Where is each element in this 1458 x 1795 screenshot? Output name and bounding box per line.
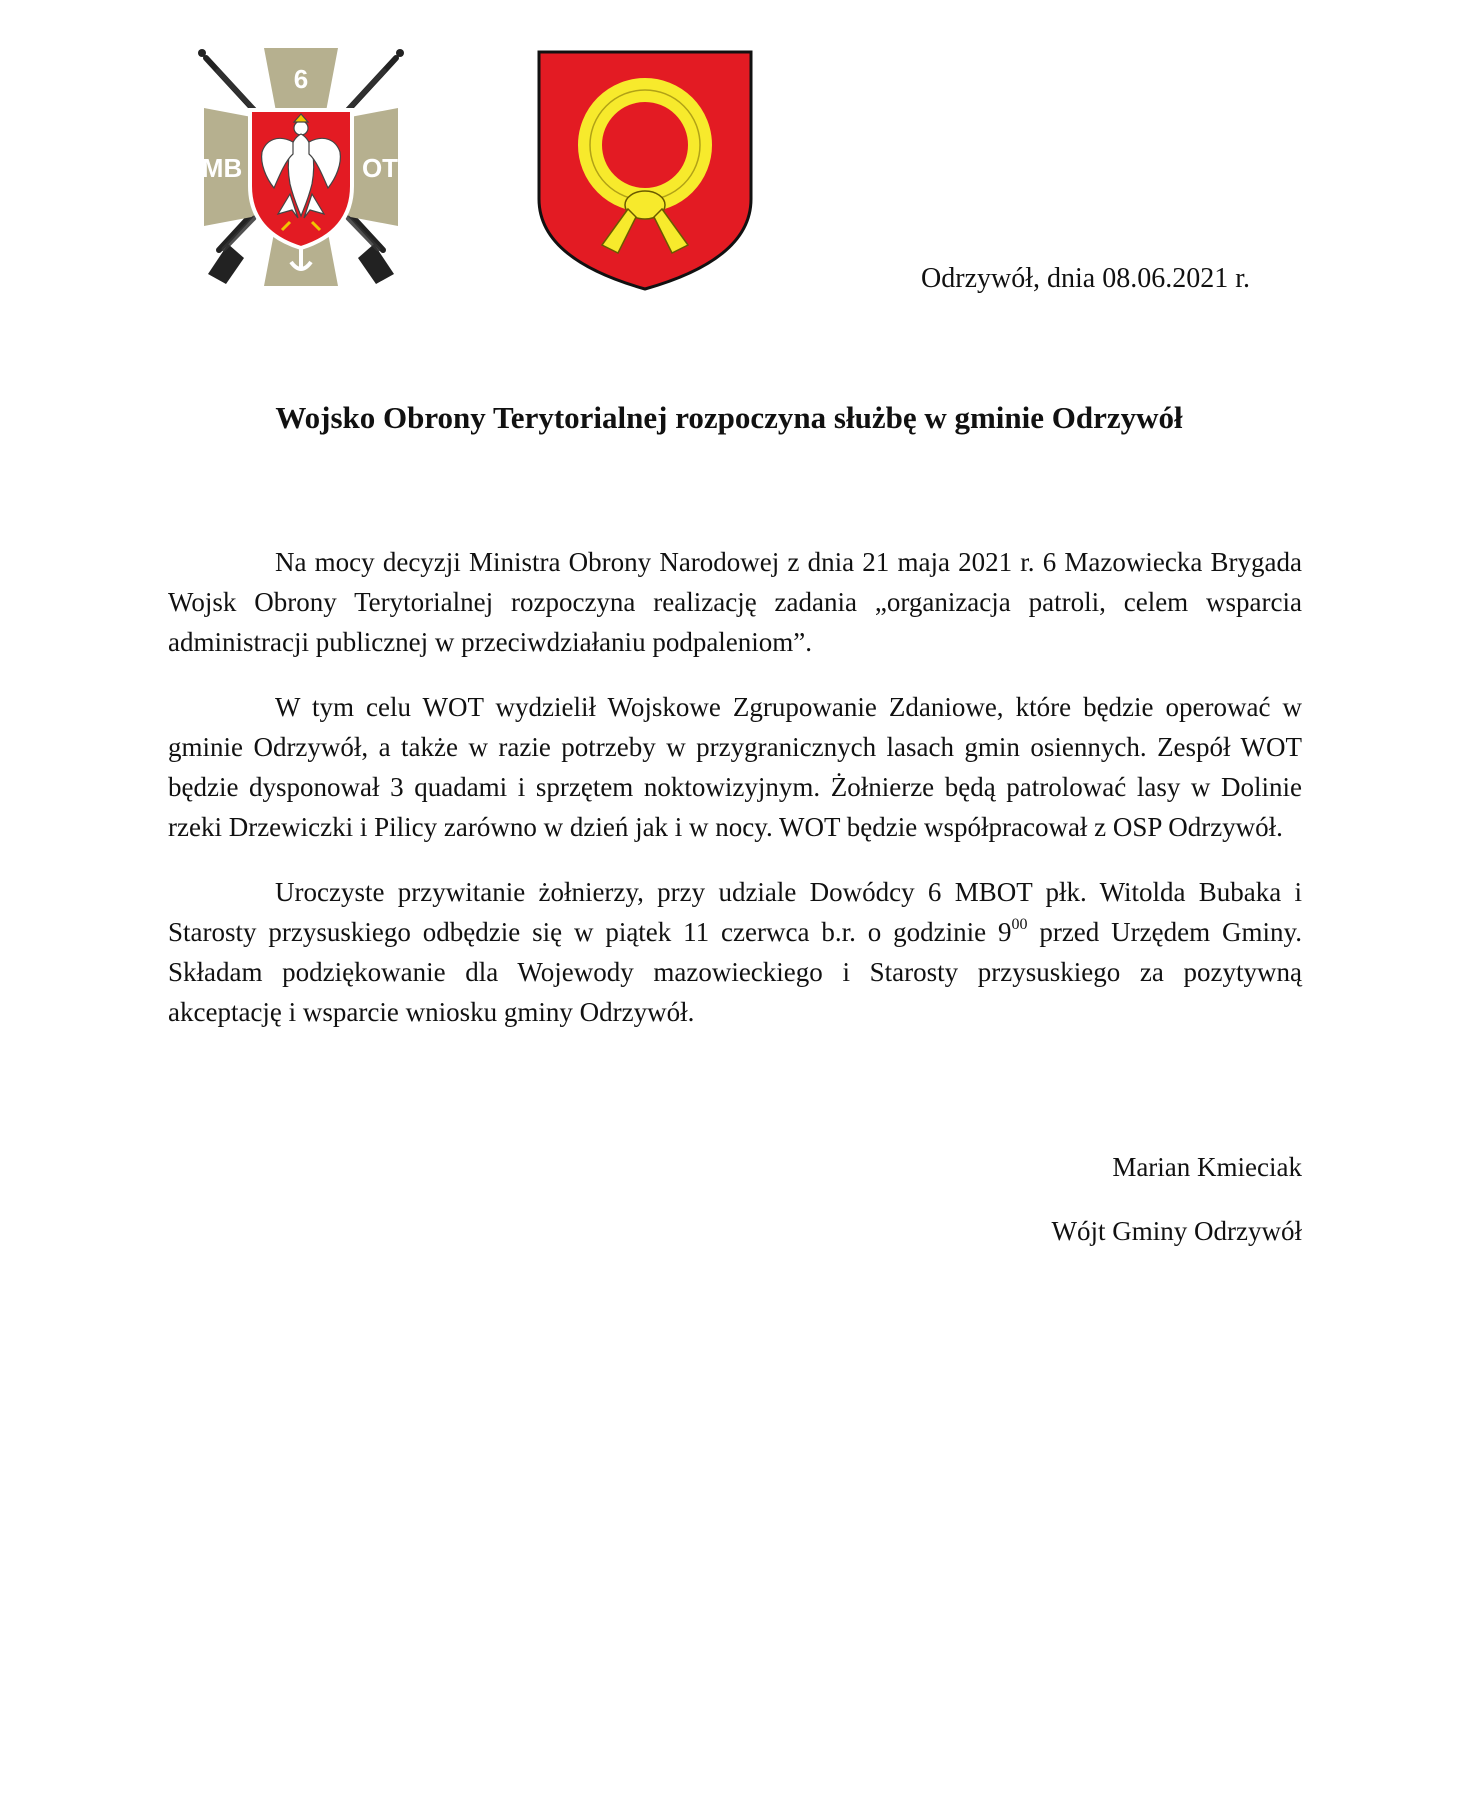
wot-brigade-cross-icon	[178, 44, 424, 290]
cross-text-left: MB	[201, 153, 243, 183]
cross-text-right: OT	[361, 153, 399, 183]
signature-role: Wójt Gminy Odrzywół	[1051, 1216, 1302, 1246]
time-superscript: 00	[1011, 916, 1028, 933]
paragraph-3-text-before: Uroczyste przywitanie żołnierzy, przy udziale Dowódcy 6 MBOT płk. Witolda Bubaka i Starosty przysuskiego odbędzie się w piątek 11 czerwca b.r. o godzinie 9	[168, 877, 1302, 947]
document-body	[168, 542, 1302, 1057]
paragraph-3-text-after: przed Urzędem Gminy. Składam podziękowanie dla Wojewody mazowieckiego i Starosty przysuskiego za pozytywną akceptację i wsparcie wniosku gminy Odrzywół.	[168, 917, 1302, 1027]
paragraph-1: Na mocy decyzji Ministra Obrony Narodowej z dnia 21 maja 2021 r. 6 Mazowiecka Brygada Wojsk Obrony Terytorialnej rozpoczyna realizację zadania „organizacja patroli, celem wsparcia administracji publicznej w przeciwdziałaniu podpaleniom”.	[168, 547, 1302, 657]
paragraph-3	[168, 872, 1302, 1032]
odrzywol-coat-of-arms-icon	[536, 49, 754, 292]
paragraph-2: W tym celu WOT wydzielił Wojskowe Zgrupowanie Zdaniowe, które będzie operować w gminie Odrzywół, a także w razie potrzeby w przygranicznych lasach gmin osiennych. Zespół WOT będzie dysponował 3 quadami i sprzętem noktowizyjnym. Żołnierze będą patrolować lasy w Dolinie rzeki Drzewiczki i Pilicy zarówno w dzień jak i w nocy. WOT będzie współpracował z OSP Odrzywół.	[168, 692, 1302, 842]
document-title: Wojsko Obrony Terytorialnej rozpoczyna służbę w gminie Odrzywół	[275, 400, 1183, 435]
date-line: Odrzywół, dnia 08.06.2021 r.	[921, 263, 1250, 294]
signature-name: Marian Kmieciak	[1112, 1152, 1302, 1182]
cross-text-top: 6	[293, 64, 309, 94]
